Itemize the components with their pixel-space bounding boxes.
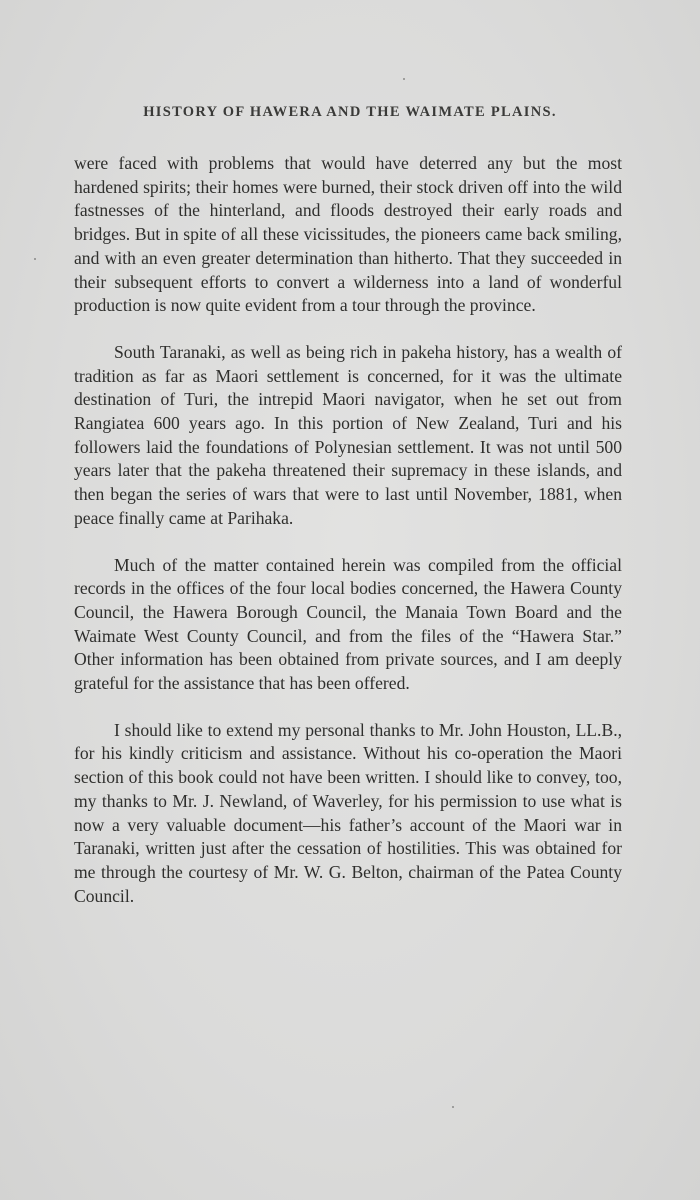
paragraph-1: were faced with problems that would have deterred any but the most hardened spirits; their homes were burned, their stock driven off into the wild fastnesses of the hinterland, and floods destroyed their early roads and bridges. But in spite of all these vicissitudes, the pioneers came back smiling, and with an even greater determination than hitherto. That they succeeded in their subsequent efforts to convert a wilderness into a land of wonderful production is now quite evident from a tour through the province. — [74, 153, 622, 316]
paper-speck — [403, 78, 405, 80]
paper-speck — [34, 258, 36, 260]
paragraph-2: South Taranaki, as well as being rich in pakeha history, has a wealth of tradition as far as Maori settlement is concerned, for it was the ultimate destination of Turi, the intrepid Maori navigator, when he set out from Rangiatea 600 years ago. In this portion of New Zealand, Turi and his followers laid the foundations of Polynesian settlement. It was not until 500 years later that the pakeha threatened their supremacy in these islands, and then began the series of wars that were to last until November, 1881, when peace finally came at Parihaka. — [74, 341, 622, 528]
paragraph-4: I should like to extend my personal thanks to Mr. John Houston, LL.B., for his kindly criticism and assistance. Without his co-operation the Maori section of this book could not have been written. I should like to convey, too, my thanks to Mr. J. Newland, of Waverley, for his permission to use what is now a very valuable document—his father’s account of the Maori war in Taranaki, written just after the cessation of hostilities. This was obtained for me through the courtesy of Mr. W. G. Belton, chairman of the Patea County Council. — [74, 719, 622, 906]
paragraph-3: Much of the matter contained herein was compiled from the official records in the offices of the four local bodies concerned, the Hawera County Council, the Hawera Borough Council, the Manaia Town Board and the Waimate West County Council, and from the files of the “Hawera Star.” Other information has been obtained from private sources, and I am deeply grateful for the assistance that has been offered. — [74, 554, 622, 694]
body-text — [74, 152, 622, 931]
paper-speck — [452, 1106, 454, 1108]
running-head: HISTORY OF HAWERA AND THE WAIMATE PLAINS. — [143, 104, 557, 120]
